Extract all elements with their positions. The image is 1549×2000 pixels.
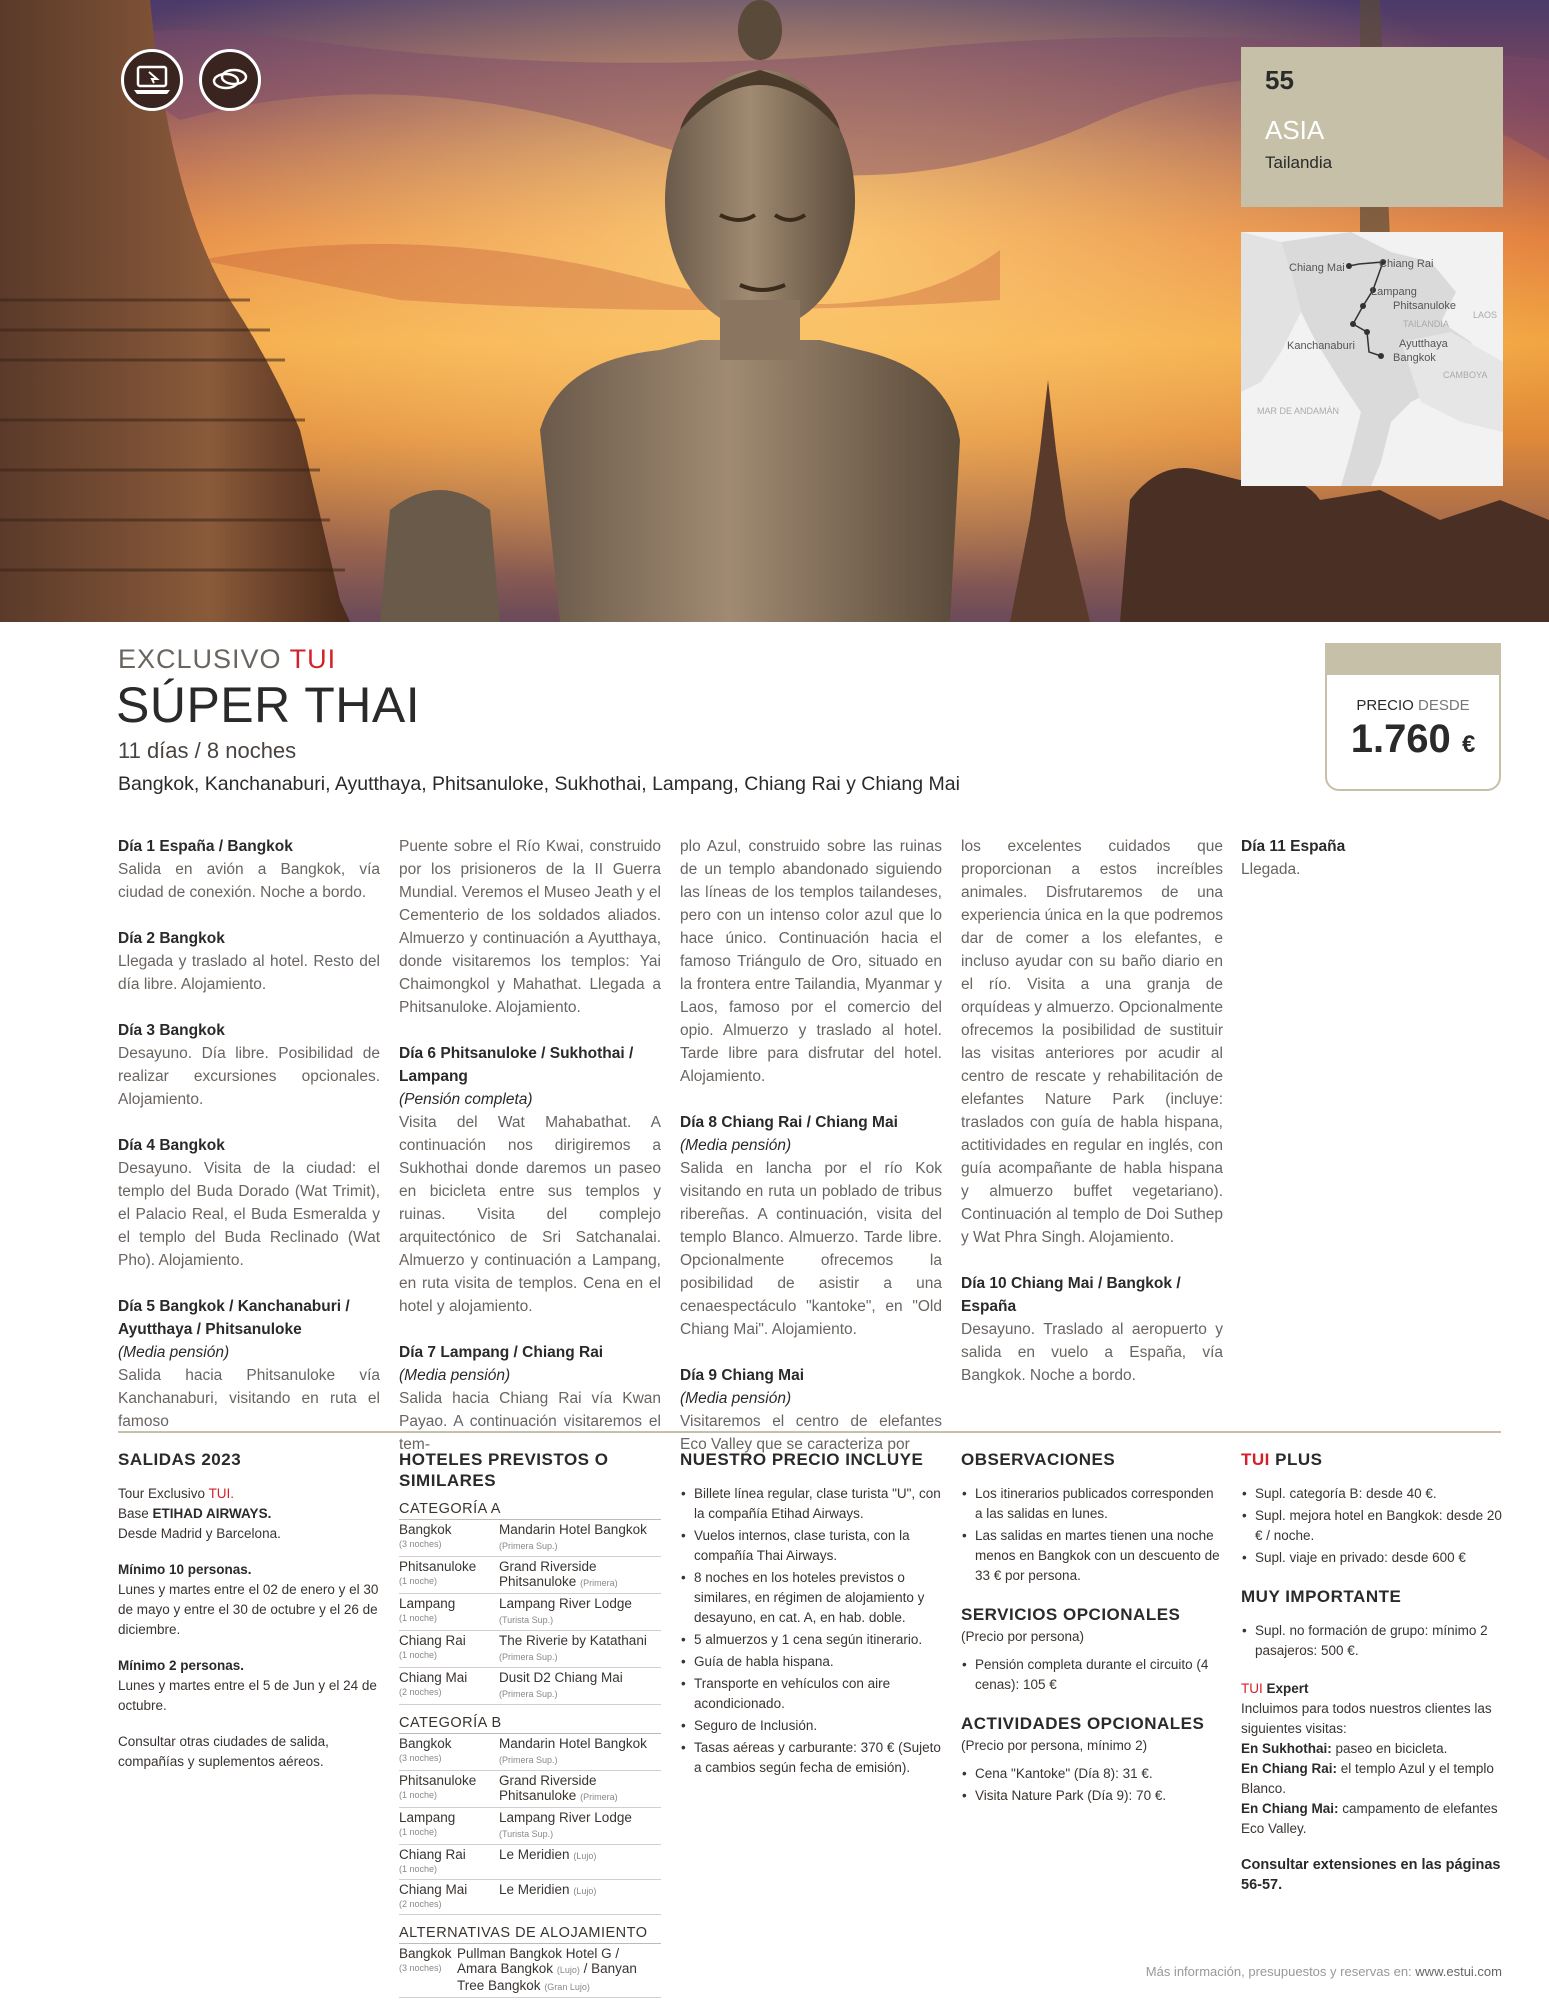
list-item: • 5 almuerzos y 1 cena según itinerario. xyxy=(694,1630,942,1650)
meal-plan-text: (Pensión completa) xyxy=(399,1091,533,1108)
hotel-nights: (1 noche) xyxy=(399,1864,438,1874)
itinerary-day xyxy=(680,1111,942,1341)
hotel-city: Bangkok xyxy=(399,1522,452,1537)
day-text: Llegada. xyxy=(1241,861,1301,878)
hotel-nights: (3 noches) xyxy=(399,1539,442,1549)
hotel-name-cell xyxy=(499,1880,661,1915)
tour-brand: TUI. xyxy=(208,1486,235,1501)
meal-plan-text: (Media pensión) xyxy=(399,1367,511,1384)
alt-hotel-3: / Banyan Tree Bangkok xyxy=(457,1961,637,1993)
tuiplus-brand: TUI xyxy=(1241,1450,1270,1469)
day-heading xyxy=(118,1134,380,1157)
hotel-category: (Primera Sup.) xyxy=(499,1652,558,1662)
itinerary-column-3 xyxy=(680,835,942,1479)
hotel-name-cell xyxy=(499,1520,661,1557)
exclusive-label xyxy=(118,644,336,675)
itinerary-day xyxy=(961,1272,1223,1387)
expert-list xyxy=(1241,1739,1503,1839)
day-text: Visitaremos el centro de elefantes Eco Valley que se caracteriza por xyxy=(680,1413,942,1453)
hotel-nights: (2 noches) xyxy=(399,1687,442,1697)
hotel-row xyxy=(399,1734,661,1771)
hotel-city-cell xyxy=(399,1880,499,1915)
expert-text: el templo Azul y el templo Blanco. xyxy=(1241,1761,1494,1796)
list-item: • Supl. categoría B: desde 40 €. xyxy=(1255,1484,1503,1504)
country-label: Tailandia xyxy=(1265,153,1333,172)
itinerary-column-2 xyxy=(399,835,661,1479)
alt-hotels-cell xyxy=(457,1944,661,1998)
day-text: Salida en lancha por el río Kok visitando en ruta un poblado de tribus ribereñas. A continuación, visita del templo Blanco. Almuerzo. Tarde libre. Opcionalmente ofrecemos la posibilidad de asistir a una cenaespectáculo "kantoke", en "Old Chiang Mai". Alojamiento. xyxy=(680,1160,942,1338)
price-box xyxy=(1325,643,1501,791)
price-band xyxy=(1327,645,1499,675)
page-number: 55 xyxy=(1265,65,1294,95)
alt-city-cell xyxy=(399,1944,457,1998)
list-item: • Seguro de Inclusión. xyxy=(694,1716,942,1736)
day-heading xyxy=(961,1272,1223,1318)
day-heading-text: Día 3 Bangkok xyxy=(118,1022,225,1039)
min2-heading: Mínimo 2 personas. xyxy=(118,1658,245,1673)
hotel-nights: (1 noche) xyxy=(399,1650,438,1660)
hotel-category: (Lujo) xyxy=(573,1886,597,1896)
day-heading xyxy=(1241,835,1503,858)
hotel-category: (Turista Sup.) xyxy=(499,1829,554,1839)
day-heading-text: Día 8 Chiang Rai / Chiang Mai xyxy=(680,1114,898,1131)
hotel-name-cell xyxy=(499,1557,661,1594)
hotel-category: (Primera Sup.) xyxy=(499,1541,558,1551)
laptop-icon xyxy=(121,49,183,111)
alternatives-table xyxy=(399,1944,661,1998)
expert-heading xyxy=(1241,1679,1503,1699)
salidas-heading: SALIDAS 2023 xyxy=(118,1450,242,1469)
section-divider xyxy=(118,1431,1501,1433)
day-heading xyxy=(118,1295,380,1341)
hotel-name: Lampang River Lodge xyxy=(499,1810,632,1825)
day-heading-text: Día 10 Chiang Mai / Bangkok / España xyxy=(961,1275,1181,1315)
price-label xyxy=(1327,697,1499,714)
day-text: Puente sobre el Río Kwai, construido por los prisioneros de la II Guerra Mundial. Veremos el Museo Jeath y el Cementerio de los soldados aliados. Almuerzo y continuación a Ayutthaya, donde visitaremos los templos: Yai Chaimongkol y Mahathat. Llegada a Phitsanuloke. Alojamiento. xyxy=(399,838,661,1016)
importante-heading: MUY IMPORTANTE xyxy=(1241,1587,1402,1606)
hotel-row xyxy=(399,1668,661,1705)
list-item: • Tasas aéreas y carburante: 370 € (Sujeto a cambios según fecha de emisión). xyxy=(694,1738,942,1778)
hotel-name: Grand Riverside Phitsanuloke xyxy=(499,1773,597,1803)
map-label-phitsanuloke: Phitsanuloke xyxy=(1393,300,1456,312)
day-text: Salida en avión a Bangkok, vía ciudad de conexión. Noche a bordo. xyxy=(118,861,380,901)
hotel-city: Chiang Rai xyxy=(399,1847,466,1862)
list-item: • Supl. viaje en privado: desde 600 € xyxy=(1255,1548,1503,1568)
map-label-chiang-mai: Chiang Mai xyxy=(1289,262,1345,274)
day-meal-plan xyxy=(399,1088,661,1111)
day-heading xyxy=(680,1111,942,1134)
map-label-mar-andaman: MAR DE ANDAMÁN xyxy=(1257,406,1340,416)
hotel-nights: (1 noche) xyxy=(399,1827,438,1837)
trip-title: SÚPER THAI xyxy=(116,677,421,733)
map-label-bangkok: Bangkok xyxy=(1393,352,1436,364)
hotel-city-cell xyxy=(399,1771,499,1808)
alt-hotel-2: Amara Bangkok xyxy=(457,1961,554,1976)
expert-item xyxy=(1241,1739,1503,1759)
day-text: Llegada y traslado al hotel. Resto del día libre. Alojamiento. xyxy=(118,953,380,993)
map-label-tailandia: TAILANDIA xyxy=(1403,319,1449,329)
servicios-heading: SERVICIOS OPCIONALES xyxy=(961,1605,1181,1624)
rings-icon xyxy=(199,49,261,111)
day-text: Desayuno. Día libre. Posibilidad de realizar excursiones opcionales. Alojamiento. xyxy=(118,1045,380,1108)
day-heading xyxy=(399,1042,661,1088)
hotel-city: Phitsanuloke xyxy=(399,1773,477,1788)
itinerary-day xyxy=(118,1019,380,1111)
day-text: Salida hacia Chiang Rai vía Kwan Payao. A continuación visitaremos el tem- xyxy=(399,1390,661,1453)
list-item: • Cena "Kantoke" (Día 8): 31 €. xyxy=(975,1764,1223,1784)
itinerary-day xyxy=(399,1341,661,1456)
hotel-row xyxy=(399,1845,661,1880)
map-label-camboya: CAMBOYA xyxy=(1443,370,1488,380)
day-meal-plan xyxy=(399,1364,661,1387)
alternatives-label: ALTERNATIVAS DE ALOJAMIENTO xyxy=(399,1923,661,1944)
map-label-chiang-rai: Chiang Rai xyxy=(1379,258,1434,270)
day-heading xyxy=(118,835,380,858)
footer-link[interactable]: www.estui.com xyxy=(1415,1964,1502,1979)
expert-text: campamento de elefantes Eco Valley. xyxy=(1241,1801,1498,1836)
meal-plan-text: (Media pensión) xyxy=(680,1390,792,1407)
page-info-box xyxy=(1241,47,1503,207)
hotel-row xyxy=(399,1594,661,1631)
observaciones-list xyxy=(961,1484,1223,1586)
category-a-label: CATEGORÍA A xyxy=(399,1499,661,1520)
list-item: • Vuelos internos, clase turista, con la compañía Thai Airways. xyxy=(694,1526,942,1566)
list-item: • Los itinerarios publicados corresponden a las salidas en lunes. xyxy=(975,1484,1223,1524)
hotel-name: Mandarin Hotel Bangkok xyxy=(499,1522,647,1537)
hotel-name-cell xyxy=(499,1845,661,1880)
map-label-laos: LAOS xyxy=(1473,310,1498,320)
region-label: ASIA xyxy=(1265,115,1325,145)
hotel-nights: (2 noches) xyxy=(399,1899,442,1909)
price-currency: € xyxy=(1461,731,1476,758)
trip-route: Bangkok, Kanchanaburi, Ayutthaya, Phitsanuloke, Sukhothai, Lampang, Chiang Rai y Chiang Mai xyxy=(118,773,960,795)
expert-place: En Sukhothai: xyxy=(1241,1741,1332,1756)
day-heading-text: Día 7 Lampang / Chiang Rai xyxy=(399,1344,604,1361)
route-map xyxy=(1241,232,1503,486)
day-heading-text: Día 11 España xyxy=(1241,838,1346,855)
incluye-heading: NUESTRO PRECIO INCLUYE xyxy=(680,1450,924,1469)
category-b-table xyxy=(399,1734,661,1915)
actividades-subtitle: (Precio por persona, mínimo 2) xyxy=(961,1738,1148,1753)
expert-intro: Incluimos para todos nuestros clientes las siguientes visitas: xyxy=(1241,1701,1492,1736)
day-heading-text: Día 1 España / Bangkok xyxy=(118,838,293,855)
hotel-city: Chiang Rai xyxy=(399,1633,466,1648)
list-item: • Visita Nature Park (Día 9): 70 €. xyxy=(975,1786,1223,1806)
hotel-category: (Primera Sup.) xyxy=(499,1755,558,1765)
hotel-row xyxy=(399,1557,661,1594)
importante-list xyxy=(1241,1621,1503,1661)
hoteles-section xyxy=(399,1449,661,1998)
price-label-text: PRECIO xyxy=(1356,697,1414,714)
itinerary-day xyxy=(1241,835,1503,881)
hotel-row xyxy=(399,1771,661,1808)
hotel-name-cell xyxy=(499,1808,661,1845)
day-text: Visita del Wat Mahabathat. A continuación nos dirigiremos a Sukhothai donde daremos un paseo en bicicleta entre sus templos y ruinas. Visita del complejo arquitectónico de Sri Satchanalai. Almuerzo y continuación a Lampang, en ruta visita de templos. Cena en el hotel y alojamiento. xyxy=(399,1114,661,1315)
trip-duration: 11 días / 8 noches xyxy=(118,738,297,763)
tour-prefix: Tour Exclusivo xyxy=(118,1486,206,1501)
hotel-name: Le Meridien xyxy=(499,1882,570,1897)
servicios-subtitle: (Precio por persona) xyxy=(961,1629,1085,1644)
day-heading xyxy=(399,1341,661,1364)
hotel-city-cell xyxy=(399,1845,499,1880)
hotel-nights: (3 noches) xyxy=(399,1753,442,1763)
origin-line: Desde Madrid y Barcelona. xyxy=(118,1526,281,1541)
hotel-name: Le Meridien xyxy=(499,1847,570,1862)
hotel-city: Chiang Mai xyxy=(399,1670,468,1685)
min10-text: Lunes y martes entre el 02 de enero y el 30 de mayo y entre el 30 de octubre y el 26 de diciembre. xyxy=(118,1582,379,1637)
hotel-category: (Turista Sup.) xyxy=(499,1615,554,1625)
hotel-city-cell xyxy=(399,1808,499,1845)
map-label-lampang: Lampang xyxy=(1371,286,1417,298)
consult-text: Consultar otras ciudades de salida, compañías y suplementos aéreos. xyxy=(118,1734,329,1769)
hotel-name-cell xyxy=(499,1594,661,1631)
tuiplus-section xyxy=(1241,1449,1503,1895)
day-heading-text: Día 2 Bangkok xyxy=(118,930,225,947)
itinerary-day xyxy=(118,835,380,904)
alt-cat-3: (Gran Lujo) xyxy=(544,1982,590,1992)
hotel-city: Lampang xyxy=(399,1596,456,1611)
hotel-row xyxy=(399,1631,661,1668)
hotel-city-cell xyxy=(399,1557,499,1594)
hotel-nights: (1 noche) xyxy=(399,1613,438,1623)
expert-place: En Chiang Rai: xyxy=(1241,1761,1338,1776)
expert-item xyxy=(1241,1759,1503,1799)
hotel-name: Dusit D2 Chiang Mai xyxy=(499,1670,623,1685)
actividades-list xyxy=(961,1764,1223,1806)
day-text: Desayuno. Traslado al aeropuerto y salida en vuelo a España, vía Bangkok. Noche a bordo. xyxy=(961,1321,1223,1384)
itinerary-day xyxy=(399,835,661,1019)
day-text: los excelentes cuidados que proporcionan a estos increíbles animales. Disfrutaremos de una experiencia única en la que podremos dar de comer a los elefantes, e incluso ayudar con su baño diario en el río. Visita a una granja de orquídeas y almuerzo. Opcionalmente ofrecemos la posibilidad de sustituir las visitas anteriores por acudir al centro de rescate y rehabilitación de elefantes Nature Park (incluye: traslados con guía de habla hispana, actitividades en regular en inglés, con guía acompañante de habla hispana y almuerzo buffet vegetariano). Continuación al templo de Doi Suthep y Wat Phra Singh. Alojamiento. xyxy=(961,838,1223,1246)
hotel-name: The Riverie by Katathani xyxy=(499,1633,647,1648)
footer xyxy=(1146,1964,1502,1979)
list-item: • Transporte en vehículos con aire acondicionado. xyxy=(694,1674,942,1714)
tuiplus-rest: PLUS xyxy=(1275,1450,1323,1469)
hotel-category: (Lujo) xyxy=(573,1851,597,1861)
hotel-city-cell xyxy=(399,1668,499,1705)
day-heading-text: Día 4 Bangkok xyxy=(118,1137,225,1154)
hotel-category: (Primera Sup.) xyxy=(499,1689,558,1699)
hotel-name: Mandarin Hotel Bangkok xyxy=(499,1736,647,1751)
list-item: • Supl. mejora hotel en Bangkok: desde 20 € / noche. xyxy=(1255,1506,1503,1546)
hotel-city: Chiang Mai xyxy=(399,1882,468,1897)
salidas-section xyxy=(118,1449,380,1772)
footer-text: Más información, presupuestos y reservas en: xyxy=(1145,1964,1412,1979)
tour-line xyxy=(118,1484,380,1504)
extensions-link[interactable]: Consultar extensiones en las páginas 56-57. xyxy=(1241,1857,1501,1893)
hotel-row xyxy=(399,1808,661,1845)
hotel-row xyxy=(399,1520,661,1557)
alternatives-row xyxy=(399,1944,661,1998)
base-line xyxy=(118,1504,380,1524)
list-item: • Supl. no formación de grupo: mínimo 2 pasajeros: 500 €. xyxy=(1255,1621,1503,1661)
list-item: • Guía de habla hispana. xyxy=(694,1652,942,1672)
hotel-nights: (1 noche) xyxy=(399,1576,438,1586)
expert-brand: TUI xyxy=(1241,1681,1263,1696)
day-text: Salida hacia Phitsanuloke vía Kanchanaburi, visitando en ruta el famoso xyxy=(118,1367,380,1430)
hotel-category: (Primera) xyxy=(580,1578,618,1588)
observaciones-section xyxy=(961,1449,1223,1808)
alt-city: Bangkok xyxy=(399,1946,452,1961)
actividades-heading: ACTIVIDADES OPCIONALES xyxy=(961,1714,1205,1733)
alt-cat-2: (Lujo) xyxy=(556,1965,580,1975)
alt-hotel-1: Pullman Bangkok Hotel G / xyxy=(457,1946,620,1961)
meal-plan-text: (Media pensión) xyxy=(118,1344,230,1361)
itinerary-day xyxy=(961,835,1223,1249)
price-from-text: DESDE xyxy=(1418,697,1470,714)
expert-text: paseo en bicicleta. xyxy=(1335,1741,1448,1756)
category-a-table xyxy=(399,1520,661,1705)
hotel-city: Lampang xyxy=(399,1810,456,1825)
category-b-label: CATEGORÍA B xyxy=(399,1713,661,1734)
day-heading-text: Día 5 Bangkok / Kanchanaburi / Ayutthaya / Phitsanuloke xyxy=(118,1298,350,1338)
thailand-map-shape xyxy=(1241,232,1503,486)
itinerary-column-5 xyxy=(1241,835,1503,904)
hotel-city-cell xyxy=(399,1734,499,1771)
list-item: • 8 noches en los hoteles previstos o similares, en régimen de alojamiento y desayuno, en cat. A, en hab. doble. xyxy=(694,1568,942,1628)
hotel-row xyxy=(399,1880,661,1915)
min2-text: Lunes y martes entre el 5 de Jun y el 24 de octubre. xyxy=(118,1678,377,1713)
alt-nights: (3 noches) xyxy=(399,1963,442,1973)
hotel-city-cell xyxy=(399,1594,499,1631)
day-meal-plan xyxy=(680,1387,942,1410)
tuiplus-heading xyxy=(1241,1449,1503,1470)
hotel-name: Grand Riverside Phitsanuloke xyxy=(499,1559,597,1589)
servicios-list xyxy=(961,1655,1223,1695)
base-airline: ETIHAD AIRWAYS. xyxy=(152,1506,272,1521)
day-heading xyxy=(118,1019,380,1042)
expert-item xyxy=(1241,1799,1503,1839)
hotel-name-cell xyxy=(499,1631,661,1668)
itinerary-day xyxy=(118,927,380,996)
hotel-name: Lampang River Lodge xyxy=(499,1596,632,1611)
list-item: • Las salidas en martes tienen una noche menos en Bangkok con un descuento de 33 € por persona. xyxy=(975,1526,1223,1586)
base-prefix: Base xyxy=(118,1506,149,1521)
list-item: • Pensión completa durante el circuito (4 cenas): 105 € xyxy=(975,1655,1223,1695)
list-item: • Billete línea regular, clase turista "U", con la compañía Etihad Airways. xyxy=(694,1484,942,1524)
day-meal-plan xyxy=(118,1341,380,1364)
min10-heading: Mínimo 10 personas. xyxy=(118,1562,252,1577)
hoteles-heading: HOTELES PREVISTOS O SIMILARES xyxy=(399,1450,609,1490)
incluye-section xyxy=(680,1449,942,1780)
day-heading xyxy=(118,927,380,950)
brand-text: TUI xyxy=(289,644,337,674)
hotel-city: Phitsanuloke xyxy=(399,1559,477,1574)
expert-place: En Chiang Mai: xyxy=(1241,1801,1339,1816)
itinerary-column-1 xyxy=(118,835,380,1456)
day-heading-text: Día 6 Phitsanuloke / Sukhothai / Lampang xyxy=(399,1045,634,1085)
exclusive-text: EXCLUSIVO xyxy=(118,644,282,674)
day-meal-plan xyxy=(680,1134,942,1157)
itinerary-day xyxy=(680,1364,942,1456)
observaciones-heading: OBSERVACIONES xyxy=(961,1450,1116,1469)
day-heading xyxy=(680,1364,942,1387)
price-amount: 1.760 xyxy=(1350,717,1451,761)
price-value xyxy=(1327,717,1499,762)
hotel-name-cell xyxy=(499,1771,661,1808)
meal-plan-text: (Media pensión) xyxy=(680,1137,792,1154)
itinerary-column-4 xyxy=(961,835,1223,1410)
hotel-city-cell xyxy=(399,1520,499,1557)
hotel-category: (Primera) xyxy=(580,1792,618,1802)
hotel-name-cell xyxy=(499,1668,661,1705)
day-text: plo Azul, construido sobre las ruinas de un templo abandonado siguiendo las líneas de los templos tailandeses, pero con un intenso color azul que lo hace único. Continuación hacia el famoso Triángulo de Oro, situado en la frontera entre Tailandia, Myanmar y Laos, famoso por el comercio del opio. Almuerzo y traslado al hotel. Tarde libre para disfrutar del hotel. Alojamiento. xyxy=(680,838,942,1085)
hotel-nights: (1 noche) xyxy=(399,1790,438,1800)
hotel-name-cell xyxy=(499,1734,661,1771)
incluye-list xyxy=(680,1484,942,1778)
itinerary-day xyxy=(399,1042,661,1318)
map-label-kanchanaburi: Kanchanaburi xyxy=(1287,340,1355,352)
itinerary-day xyxy=(680,835,942,1088)
map-label-ayutthaya: Ayutthaya xyxy=(1399,338,1448,350)
tuiplus-list xyxy=(1241,1484,1503,1568)
itinerary-day xyxy=(118,1134,380,1272)
expert-rest: Expert xyxy=(1266,1681,1309,1696)
hotel-city-cell xyxy=(399,1631,499,1668)
day-text: Desayuno. Visita de la ciudad: el templo del Buda Dorado (Wat Trimit), el Palacio Real, el Buda Esmeralda y el templo del Buda Reclinado (Wat Pho). Alojamiento. xyxy=(118,1160,380,1269)
day-heading-text: Día 9 Chiang Mai xyxy=(680,1367,805,1384)
hotel-city: Bangkok xyxy=(399,1736,452,1751)
itinerary-day xyxy=(118,1295,380,1433)
